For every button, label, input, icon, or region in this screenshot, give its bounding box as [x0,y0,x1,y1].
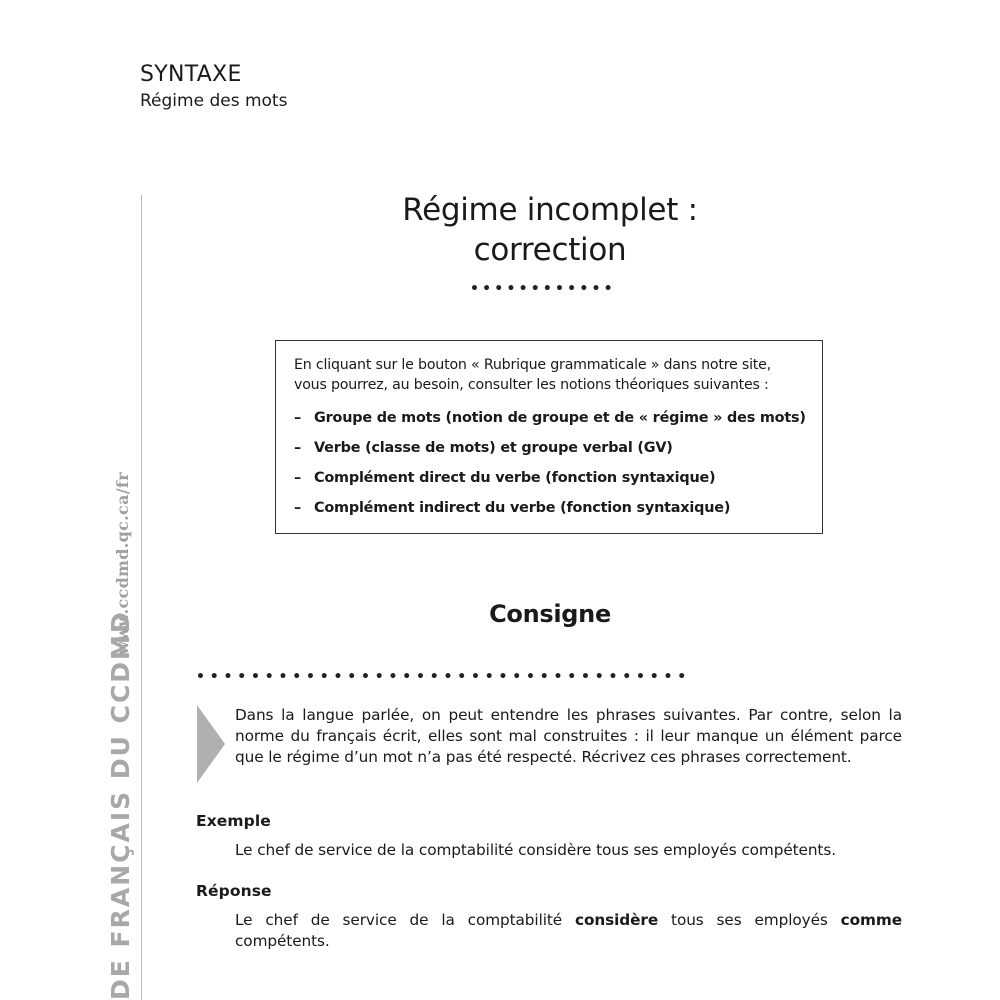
consigne-heading: Consigne [489,600,611,628]
exemple-label: Exemple [196,812,271,830]
page-title-line-2: correction [473,232,627,268]
notion-intro: En cliquant sur le bouton « Rubrique grammaticale » dans notre site, vous pourrez, au besoin, consulter les notions théoriques suivantes : [294,357,772,393]
page-title [280,190,820,270]
sidebar-brand: DE FRANÇAIS DU CCDMD [106,610,135,1000]
title-dotted-rule: •••••••••••• [470,281,616,297]
reponse-label: Réponse [196,882,272,900]
sidebar-url: www.ccdmd.qc.ca/fr [113,472,132,655]
consigne-text: Dans la langue parlée, on peut entendre les phrases suivantes. Par contre, selon la norme du français écrit, elles sont mal construites : il leur manque un élément parce que le régime d’un mot n’a pas été respecté. Récrivez ces phrases correctement. [235,706,902,766]
page-title-line-1: Régime incomplet : [402,192,698,228]
section-title: SYNTAXE [140,62,242,87]
exemple-text: Le chef de service de la comptabilité considère tous ses employés compétents. [235,841,836,859]
notion-item: – Verbe (classe de mots) et groupe verbal (GV) [294,440,673,456]
reponse-bold-comme: comme [840,911,902,929]
notion-item: – Complément direct du verbe (fonction syntaxique) [294,470,716,486]
notion-box [275,340,823,534]
reponse-bold-verb: considère [574,911,659,929]
consigne-dotted-rule: •••••••••••••••••••••••••••••••••••• [196,669,691,685]
margin-rule [141,195,142,1000]
subsection-title: Régime des mots [140,91,288,111]
running-header [140,60,287,112]
notion-item: – Groupe de mots (notion de groupe et de « régime » des mots) [294,410,806,426]
notion-item: – Complément indirect du verbe (fonction syntaxique) [294,500,731,516]
reponse-text: Le chef de service de la comptabilité considère tous ses employés comme compétents. [235,911,902,950]
arrow-marker-icon [197,705,225,783]
